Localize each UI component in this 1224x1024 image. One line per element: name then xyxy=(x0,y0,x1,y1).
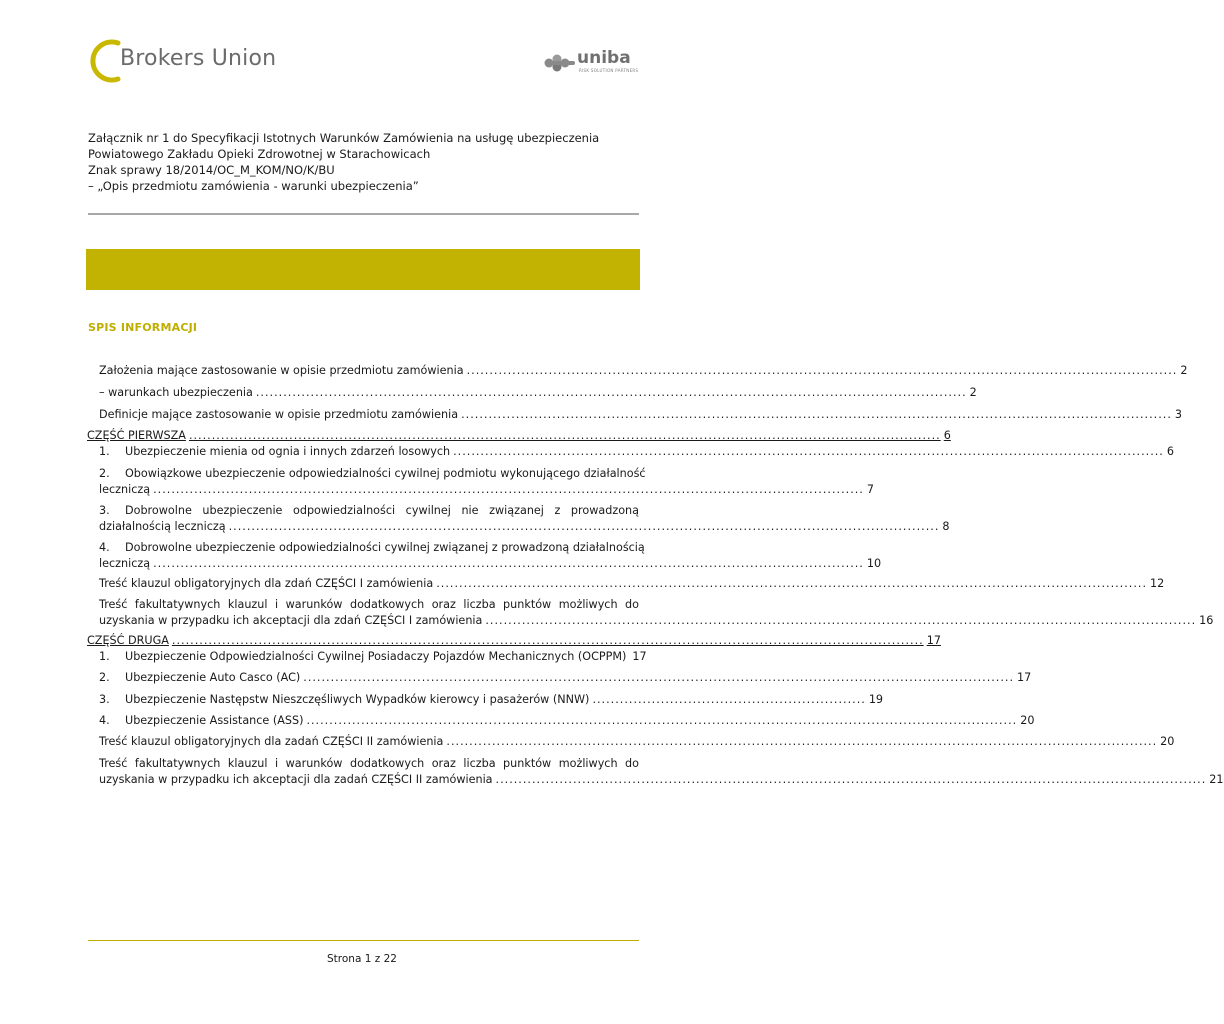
toc-entry-page: 10 xyxy=(866,557,882,570)
toc-entry-page: 17 xyxy=(1017,671,1032,684)
toc-entry-line2[interactable] xyxy=(99,519,950,535)
toc-leader: ............................................................................................................................................................ xyxy=(466,364,1178,377)
toc-entry-page: 20 xyxy=(1020,714,1035,727)
toc-entry-page: 17 xyxy=(926,634,941,647)
toc-entry-line2[interactable] xyxy=(99,613,1214,629)
toc-leader: ............................................................ xyxy=(592,693,866,706)
toc-entry-page: 6 xyxy=(943,429,951,442)
toc-entry-title-cont: uzyskania w przypadku ich akceptacji dla zadań CZĘŚCI II zamówienia xyxy=(99,773,493,786)
toc-entry-title: Treść klauzul obligatoryjnych dla zdań CZĘŚCI I zamówienia xyxy=(99,577,434,590)
toc-leader: ............................................................................................................................................................ xyxy=(306,714,1018,727)
toc-entry[interactable] xyxy=(99,576,1165,592)
toc-entry[interactable] xyxy=(99,713,1035,729)
toc-entry-number: 3. xyxy=(99,504,110,517)
toc-entry-title: Dobrowolne ubezpieczenie odpowiedzialności cywilnej związanej z prowadzoną działalnością xyxy=(125,541,645,554)
toc-part-one[interactable] xyxy=(87,428,951,444)
toc-entry-page: 12 xyxy=(1150,577,1165,590)
toc-entry-title: Ubezpieczenie Auto Casco (AC) xyxy=(125,671,301,684)
toc-entry-line1[interactable] xyxy=(99,597,639,613)
header-line-4: – „Opis przedmiotu zamówienia - warunki ubezpieczenia” xyxy=(88,179,419,193)
header-line-2: Powiatowego Zakładu Opieki Zdrowotnej w Starachowicach xyxy=(88,147,431,161)
toc-entry-page: 2 xyxy=(969,386,977,399)
accent-band xyxy=(86,249,640,290)
toc-entry-line2[interactable] xyxy=(99,556,882,572)
toc-leader: ............................................................................................................................................................ xyxy=(446,735,1158,748)
uniba-logo xyxy=(543,50,643,78)
header-divider xyxy=(88,213,639,215)
toc-entry-title-cont: uzyskania w przypadku ich akceptacji dla zdań CZĘŚCI I zamówienia xyxy=(99,614,483,627)
toc-entry-title: Obowiązkowe ubezpieczenie odpowiedzialności cywilnej podmiotu wykonującego działalność xyxy=(125,467,646,480)
toc-entry-number: 1. xyxy=(99,650,110,663)
toc-entry-page: 8 xyxy=(942,520,950,533)
toc-entry-line1[interactable] xyxy=(99,466,646,482)
toc-leader: ............................................................................................................................................................ xyxy=(153,557,864,570)
toc-entry-title: Definicje mające zastosowanie w opisie przedmiotu zamówienia xyxy=(99,408,459,421)
toc-leader: ............................................................................................................................................................ xyxy=(153,483,864,496)
toc-entry-number: 4. xyxy=(99,541,110,554)
toc-entry-title-cont: działalnością leczniczą xyxy=(99,520,226,533)
toc-leader: ..................................................................................................................................................................... xyxy=(171,634,924,647)
toc-leader: ............................................................................................................................................................ xyxy=(228,520,940,533)
uniba-mark-icon xyxy=(543,50,577,74)
toc-entry-title: Treść fakultatywnych klauzul i warunków dodatkowych oraz liczba punktów możliwych do xyxy=(99,757,639,770)
toc-entry-number: 2. xyxy=(99,467,110,480)
toc-entry-title: Ubezpieczenie Następstw Nieszczęśliwych Wypadków kierowcy i pasażerów (NNW) xyxy=(125,693,590,706)
toc-entry-page: 6 xyxy=(1166,445,1174,458)
toc-leader: ............................................................................................................................................................ xyxy=(495,773,1207,786)
toc-leader: ............................................................................................................................................................ xyxy=(453,445,1164,458)
toc-entry-title-cont: leczniczą xyxy=(99,483,151,496)
toc-entry[interactable] xyxy=(99,692,884,708)
toc-entry-page: 3 xyxy=(1174,408,1182,421)
footer-divider xyxy=(88,940,639,941)
toc-entry-title-cont: leczniczą xyxy=(99,557,151,570)
toc-entry-page: 21 xyxy=(1209,773,1224,786)
toc-leader: ............................................................................................................................................................ xyxy=(485,614,1197,627)
toc-entry[interactable] xyxy=(99,363,1188,379)
toc-entry-page: 16 xyxy=(1199,614,1214,627)
toc-entry-line2[interactable] xyxy=(99,772,1224,788)
brokers-union-wordmark: Brokers Union xyxy=(120,46,277,71)
toc-leader: ............................................................................................................................................................ xyxy=(303,671,1015,684)
brokers-union-logo xyxy=(88,38,288,84)
toc-entry-number: 3. xyxy=(99,693,110,706)
toc-entry[interactable] xyxy=(99,385,977,401)
toc-entry-line1[interactable] xyxy=(99,756,639,772)
toc-entry-title: CZĘŚĆ DRUGA xyxy=(87,634,169,647)
toc-entry-line2[interactable] xyxy=(99,482,874,498)
toc-heading: SPIS INFORMACJI xyxy=(88,321,198,334)
header-line-3: Znak sprawy 18/2014/OC_M_KOM/NO/K/BU xyxy=(88,163,335,177)
toc-entry[interactable] xyxy=(99,734,1175,750)
toc-entry-title: Ubezpieczenie Odpowiedzialności Cywilnej Posiadaczy Pojazdów Mechanicznych (OCPPM) xyxy=(125,650,627,663)
header-line-1: Załącznik nr 1 do Specyfikacji Istotnych Warunków Zamówienia na usługę ubezpieczenia xyxy=(88,131,600,145)
toc-entry-number: 1. xyxy=(99,445,110,458)
toc-entry-page: 20 xyxy=(1160,735,1175,748)
toc-entry-title: Treść fakultatywnych klauzul i warunków dodatkowych oraz liczba punktów możliwych do xyxy=(99,598,639,611)
toc-entry-title: Ubezpieczenie Assistance (ASS) xyxy=(125,714,304,727)
toc-entry-number: 2. xyxy=(99,671,110,684)
toc-entry-title: CZĘŚĆ PIERWSZA xyxy=(87,429,186,442)
document-header xyxy=(88,130,648,194)
toc-entry-line1[interactable] xyxy=(99,503,639,519)
page-number: Strona 1 z 22 xyxy=(327,953,397,965)
toc-entry[interactable] xyxy=(99,407,1182,423)
toc-entry-title: – warunkach ubezpieczenia xyxy=(99,386,253,399)
toc-leader: ............................................................................................................................................................ xyxy=(436,577,1148,590)
toc-entry-page: 17 xyxy=(632,650,647,663)
toc-leader: ..................................................................................................................................................................... xyxy=(188,429,941,442)
toc-entry[interactable] xyxy=(99,670,1032,686)
toc-entry[interactable] xyxy=(99,649,647,665)
toc-entry-number: 4. xyxy=(99,714,110,727)
toc-entry-page: 19 xyxy=(868,693,884,706)
toc-leader: ............................................................................................................................................................ xyxy=(461,408,1172,421)
toc-entry-title: Ubezpieczenie mienia od ognia i innych zdarzeń losowych xyxy=(125,445,451,458)
uniba-wordmark: uniba xyxy=(577,48,631,68)
toc-entry-line1[interactable] xyxy=(99,540,645,556)
uniba-tagline: RISK SOLUTION PARTNERS xyxy=(579,68,639,73)
toc-entry-page: 7 xyxy=(866,483,874,496)
toc-entry-title: Treść klauzul obligatoryjnych dla zadań CZĘŚCI II zamówienia xyxy=(99,735,444,748)
toc-entry[interactable] xyxy=(99,444,1174,460)
toc-part-two[interactable] xyxy=(87,633,941,649)
toc-entry-title: Dobrowolne ubezpieczenie odpowiedzialności cywilnej nie związanej z prowadzoną xyxy=(125,504,639,517)
toc-entry-page: 2 xyxy=(1180,364,1188,377)
toc-leader: ............................................................................................................................................................ xyxy=(255,386,967,399)
toc-entry-title: Założenia mające zastosowanie w opisie przedmiotu zamówienia xyxy=(99,364,464,377)
